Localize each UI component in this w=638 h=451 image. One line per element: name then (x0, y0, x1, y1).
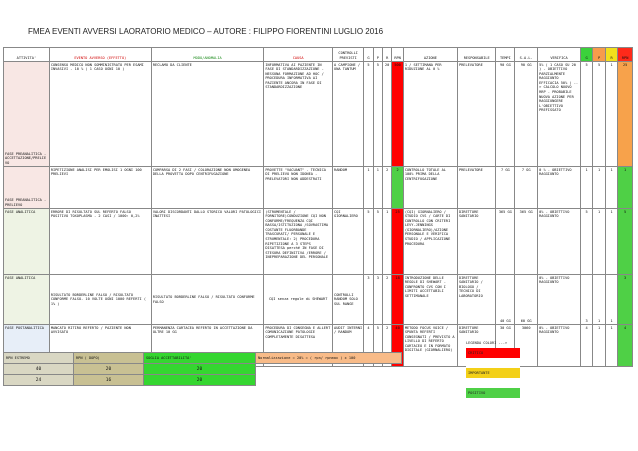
summary-cell: 24 (4, 375, 74, 386)
cell-controlli: CQI GIORNALIERO (333, 209, 364, 275)
table-row (4, 209, 633, 275)
cell-fase: FASE POSTANALITICA (4, 325, 50, 367)
hdr-g2: G (580, 48, 592, 62)
cell-verifica: 0% - OBIETTIVO RAGGIUNTO (538, 325, 581, 367)
cell-rpn: 40 (392, 325, 403, 367)
summary-header-row (4, 353, 402, 364)
cell-rpn2: 25 (618, 62, 633, 167)
legend-importante: IMPORTANTE (466, 368, 520, 378)
summary-cell: 40 (4, 364, 74, 375)
cell-modo: COMPARSA DI 2 FASI / COLORAZIONE NON OMOGENEA DELLA PROVETTA DOPO CENTRIFUGAZIONE (151, 167, 263, 209)
cell-p: 3 (373, 275, 382, 325)
cell-causa: INFORMATIVA AI PAZIENTE IN FASE DI STANDARDIZZAZIONE - NESSUNA FORMAZIONE AD HOC / PROCEDURA INFORMATIVA AI PAZIENTE ANCORA IN FASE DI STANDARDIZZAZIONE (264, 62, 333, 167)
cell-tempi: 30 GG (496, 325, 515, 367)
cell-rpn: 25 (392, 209, 403, 275)
cell-g: 5 (364, 62, 373, 167)
hdr-r: R (383, 48, 392, 62)
hdr-p: P (373, 48, 382, 62)
cell-evento: RISULTATO BORDERLINE FALSO / RISULTATO CONFORME FALSO- 10 VOLTE OGNI 1000 REFERTI ( 1% ) (49, 275, 151, 325)
cell-causa: PROCEDURA DI CONSEGNA E ALLERT COMUNICAZIONE PATOLOGIE COMPLETAMENTE DISATTESA (264, 325, 333, 367)
cell-p: 5 (373, 325, 382, 367)
cell-sal: 60 GG (515, 275, 538, 325)
cell-azione: (CQI) GIORNALIERO / STUDIO CVS / CARTE DI CONTROLLO CON CRITERI LEVY-JENNINGS (GIORNALIERO)/AZIONE PERSONALE E VERIFICA STUDIO / APPLICAZIONE PROCEDURA (403, 209, 457, 275)
cell-verifica: 5% ( 1 CASO SU 20 ) - OBIETTIVO PARZIALMENTE RAGGIUNTO EFFICACIA 50% ) --> CALCOLO NUOVO RRP - PROBABILE NUOVA AZIONE PER RAGGIUNGERE L'OBIETTIVO PREFISSATO (538, 62, 581, 167)
cell-azione: CONTROLLO TOTALE AL 100% PRIMA DELLA CENTRIFUGAZIONE (403, 167, 457, 209)
hdr-controlli: CONTROLLI PREVISTI (333, 48, 364, 62)
cell-r: 1 (383, 209, 392, 275)
fmea-table (3, 47, 633, 367)
cell-responsabile: PRELEVATORE (457, 167, 496, 209)
cell-p: 5 (373, 209, 382, 275)
cell-evento: ERRORE DI RISULTATO SUL REFERTO FALSO POSITIVO TOXOPLASMA - 2 CASI / 1000: 0,2% (49, 209, 151, 275)
summary-cell: 16 (74, 375, 144, 386)
cell-azione: INTRODUZIONE DELLE REGOLE DI SHEWART - CONFRONTO CVS CON I LIMITI ACCETTABILI SETTIMANALE (403, 275, 457, 325)
cell-evento: CONSENSO MEDICO NON SOMMINISTRATO PER ESAMI INVASIVI - 10 % ( 1 CASO OGNI 10 ) (49, 62, 151, 167)
cell-g: 5 (364, 209, 373, 275)
cell-tempi: 7 GG (496, 167, 515, 209)
summary-h1: RPN ESTREMO (4, 353, 74, 364)
summary-h2: RPN ( DOPO) (74, 353, 144, 364)
cell-rpn2: 4 (618, 325, 633, 367)
cell-rpn2: 1 (618, 167, 633, 209)
cell-rpn2: 3 (618, 275, 633, 325)
cell-r: 2 (383, 275, 392, 325)
cell-p: 5 (373, 62, 382, 167)
cell-r2: 1 (605, 62, 617, 167)
cell-r: 2 (383, 325, 392, 367)
hdr-responsabile: RESPONSABILE (457, 48, 496, 62)
cell-r: 2 (383, 167, 392, 209)
cell-g2: 3 (580, 275, 592, 325)
cell-fase: FASE ANALITICA (4, 209, 50, 275)
cell-causa: CQI senza regole di SHEWART (264, 275, 333, 325)
header-row (4, 48, 633, 62)
hdr-tempi: TEMPI (496, 48, 515, 62)
cell-modo: PERMANENZA CARTACEA REFERTO IN ACCETTAZIONE DA OLTRE 10 GG (151, 325, 263, 367)
hdr-r2: R (605, 48, 617, 62)
cell-fase: FASE PREANALITICA - PRELIEVO (4, 167, 50, 209)
cell-controlli: CONTROLLI RANDOM SOLO SUL RANGE (333, 275, 364, 325)
cell-tempi: 90 GG (496, 62, 515, 167)
cell-controlli: RANDOM (333, 167, 364, 209)
table-row (4, 62, 633, 167)
cell-modo: VALORI DISCORDANTI DALLO STORICO VALORI PATOLOGICI INATTESI (151, 209, 263, 275)
cell-controlli: AUDIT INTERNI / RANDOM (333, 325, 364, 367)
summary-cell: 20 (144, 364, 256, 375)
summary-empty (256, 364, 402, 375)
hdr-evento: EVENTO AVVERSO (EFFETTO) (49, 48, 151, 62)
hdr-modo: MODO/ANOMALIA (151, 48, 263, 62)
legend-spacer (466, 358, 520, 368)
cell-g: 4 (364, 325, 373, 367)
hdr-g: G (364, 48, 373, 62)
cell-tempi: 40 GG (496, 275, 515, 325)
cell-azione: 1 / SETTIMANA PER RIDUZIONE AL 0 % (403, 62, 457, 167)
cell-tempi: 365 GG (496, 209, 515, 275)
summary-h3: SOGLIA ACCETTABILITA' (144, 353, 256, 364)
cell-g: 1 (364, 167, 373, 209)
cell-p2: 1 (593, 275, 605, 325)
cell-r2: 1 (605, 209, 617, 275)
cell-sal: 90 GG (515, 62, 538, 167)
cell-fase: FASE PREANALITICA - ACCETTAZIONE/PRELIEVO (4, 62, 50, 167)
cell-fase: FASE ANALITICA (4, 275, 50, 325)
cell-rpn2: 5 (618, 209, 633, 275)
cell-sal: 7 GG (515, 167, 538, 209)
cell-evento: RIPETIZIONE ANALISI PER EMOLISI 1 OGNI 100 PRELIEVI (49, 167, 151, 209)
cell-rpn: 18 (392, 275, 403, 325)
cell-g2: 5 (580, 209, 592, 275)
hdr-rpn: RPN (392, 48, 403, 62)
cell-p2: 1 (593, 325, 605, 367)
cell-responsabile: DIRETTORE SANITARIO (457, 325, 496, 367)
summary-row (4, 364, 402, 375)
cell-p2: 5 (593, 62, 605, 167)
cell-causa: PROVETTE "VACUANT" - TECNICA DI PRELIEVO NON IDONEA - PRELEVATORI NON ADDESTRATI (264, 167, 333, 209)
cell-modo: RISULTATO BORDERLINE FALSO / RISULTATO CONFORME FALSO (151, 275, 263, 325)
cell-verifica: 0% - OBIETTIVO RAGGIUNTO (538, 209, 581, 275)
cell-g2: 1 (580, 167, 592, 209)
hdr-causa: CAUSA (264, 48, 333, 62)
cell-r: 20 (383, 62, 392, 167)
cell-controlli: A CAMPIONE / UNA TANTUM (333, 62, 364, 167)
cell-g2: 4 (580, 325, 592, 367)
cell-r2: 1 (605, 167, 617, 209)
hdr-p2: P (593, 48, 605, 62)
hdr-rpn2: RPN (618, 48, 633, 62)
cell-g2: 5 (580, 62, 592, 167)
cell-p2: 1 (593, 167, 605, 209)
cell-verifica: 0 % - OBIETTIVO RAGGIUNTO (538, 167, 581, 209)
hdr-attivita: ATTIVITA' (4, 48, 50, 62)
cell-causa: (STRUMENTALE / FORNITORE)CONDUZIONE CQI NON CONFORME/FREQUENZA CQI BASSA/ISTITUZIONA /SOVRASTIMA COSTANTE FLUORBANDE TRASCURATI/ PERSONALE E STRUMENTALE: 2) PROCEDURA RIPETIZIONE A 3 STEPS DISATTESA perché IN FASE DI STESURA DEFINITIVA /ERRORE / INEPREPARAZIONE DEL PERSONALE (264, 209, 333, 275)
legend-title: LEGENDA COLORI ---> (466, 341, 508, 345)
cell-g: 3 (364, 275, 373, 325)
cell-responsabile: DIRETTORE SANITARIO / BIOLOGO / TECNICO DI LABORATORIO (457, 275, 496, 325)
cell-azione: METODO FOCUS VOICE / SPUNTA REFERTI CONSEGNATI / PREVISTO A LIVELLO DI REFERTO CARTACEO E IN FORMATO DIGITALE (GIORNALIERO) (403, 325, 457, 367)
cell-sal: 365 GG (515, 209, 538, 275)
cell-responsabile: DIRETTORE SANITARIO (457, 209, 496, 275)
cell-rpn: 2 (392, 167, 403, 209)
summary-table (3, 352, 402, 386)
cell-responsabile: PRELEVATORE (457, 62, 496, 167)
cell-r2: 1 (605, 325, 617, 367)
summary-row (4, 375, 402, 386)
cell-verifica: 0% - OBIETTIVO RAGGIUNTO (538, 275, 581, 325)
legend-positivo: POSITIVO (466, 388, 520, 398)
cell-p2: 1 (593, 209, 605, 275)
cell-p: 1 (373, 167, 382, 209)
color-legend (466, 341, 520, 398)
summary-cell: 20 (144, 375, 256, 386)
hdr-azione: AZIONE (403, 48, 457, 62)
page-title: FMEA EVENTI AVVERSI LAORATORIO MEDICO – AUTORE : FILIPPO FIORENTINI LUGLIO 2016 (28, 27, 384, 36)
summary-cell: 20 (74, 364, 144, 375)
summary-h4: Normalizzazione = 20% = ( rpn/ rpnmax ) x 100 (256, 353, 402, 364)
hdr-sal: S.A.L. (515, 48, 538, 62)
cell-evento: MANCATO RITIRO REFERTO / PAZIENTE NON AVVISATO (49, 325, 151, 367)
legend-spacer (466, 378, 520, 388)
cell-sal: 3060 (515, 325, 538, 367)
cell-modo: RECLAMO DA CLIENTE (151, 62, 263, 167)
hdr-verifica: VERIFICA (538, 48, 581, 62)
summary-empty (256, 375, 402, 386)
cell-rpn: 500 (392, 62, 403, 167)
table-row (4, 275, 633, 325)
cell-r2: 1 (605, 275, 617, 325)
table-row (4, 167, 633, 209)
legend-critico: CRITICO (466, 348, 520, 358)
